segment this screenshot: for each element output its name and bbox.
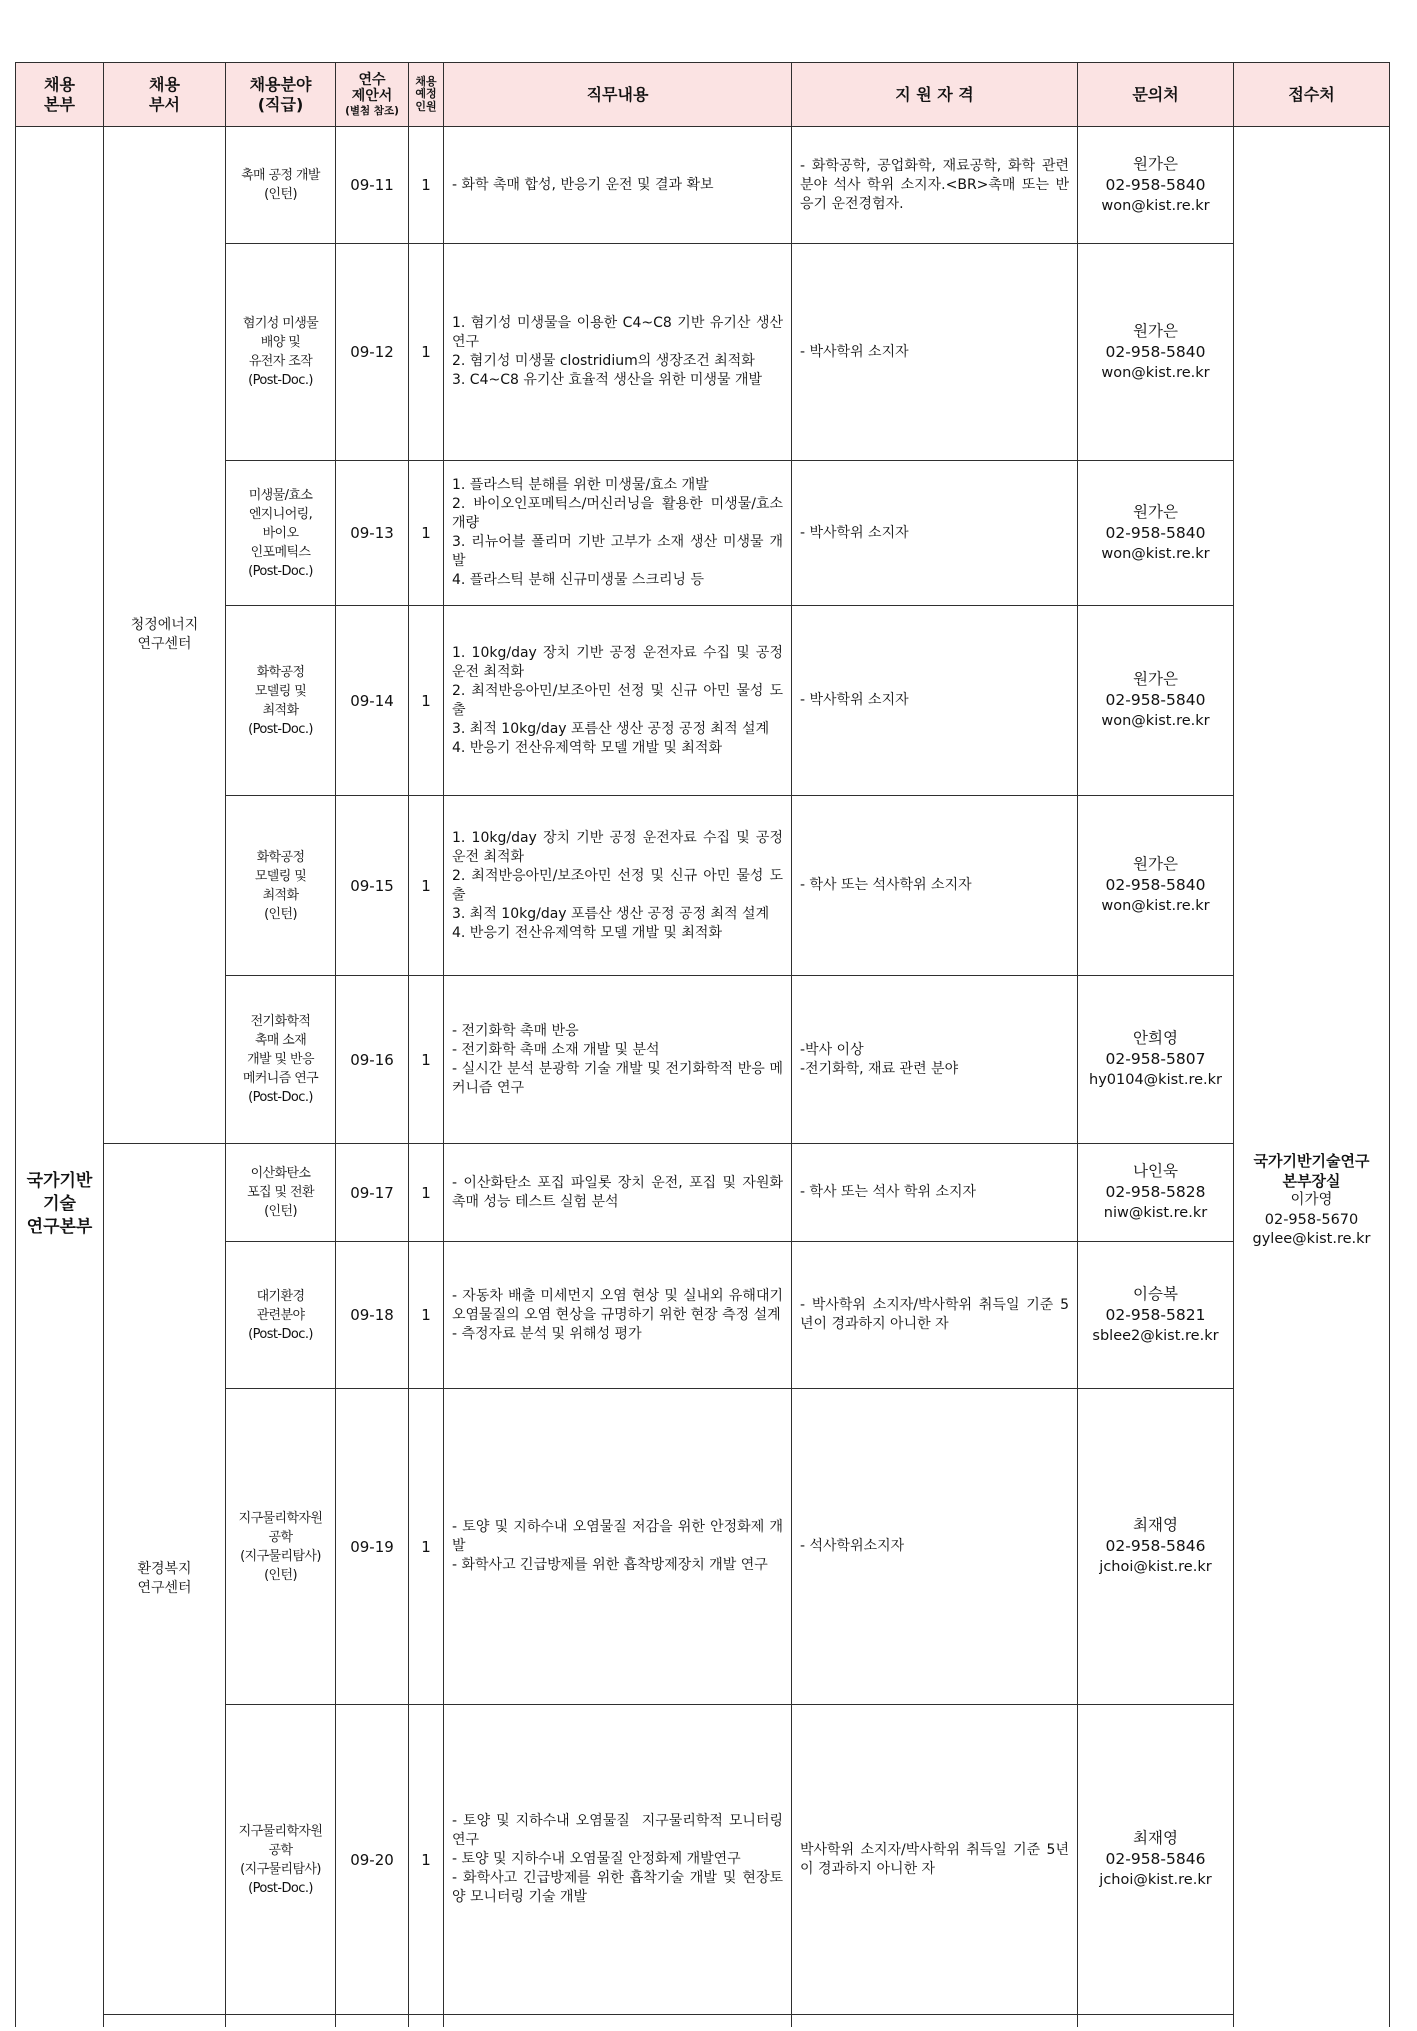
proposal-code-cell: 09-14 xyxy=(336,606,409,796)
dept-cell: 청정에너지 연구센터 xyxy=(104,127,226,1144)
contact-email: won@kist.re.kr xyxy=(1101,898,1210,914)
contact-name: 안희영 xyxy=(1133,1029,1178,1047)
contact-name: 원가은 xyxy=(1133,154,1178,173)
contact-phone: 02-958-5846 xyxy=(1105,1537,1206,1555)
headcount-cell: 1 xyxy=(409,1242,444,1389)
contact-cell xyxy=(1078,127,1234,244)
header-dept: 채용 부서 xyxy=(104,63,226,127)
contact-name: 원가은 xyxy=(1133,502,1178,521)
table-row xyxy=(16,127,1390,244)
header-hq: 채용 본부 xyxy=(16,63,104,127)
contact-name: 나인욱 xyxy=(1133,1162,1178,1180)
reception-phone: 02-958-5670 xyxy=(1264,1211,1359,1228)
contact-email: niw@kist.re.kr xyxy=(1103,1205,1208,1221)
contact-phone: 02-958-5840 xyxy=(1105,876,1206,894)
recruitment-table xyxy=(15,62,1390,2027)
header-field: 채용분야 (직급) xyxy=(226,63,336,127)
contact-email: won@kist.re.kr xyxy=(1101,197,1210,214)
field-cell: 화학공정 모델링 및 최적화 (인턴) xyxy=(226,796,336,976)
contact-name: 최재영 xyxy=(1133,1829,1178,1847)
headcount-cell: 1 xyxy=(409,976,444,1144)
contact-cell xyxy=(1078,1705,1234,2015)
qualification-cell: - 석사학위소지자 xyxy=(792,1389,1078,1705)
contact-phone: 02-958-5821 xyxy=(1105,1305,1206,1324)
next-dept-cell xyxy=(104,2015,226,2027)
qualification-cell: - 박사학위 소지자 xyxy=(792,461,1078,606)
proposal-code-cell: 09-13 xyxy=(336,461,409,606)
field-cell: 미생물/효소 엔지니어링, 바이오 인포메틱스 (Post-Doc.) xyxy=(226,461,336,606)
qualification-cell: - 박사학위 소지자/박사학위 취득일 기준 5년이 경과하지 아니한 자 xyxy=(792,1242,1078,1389)
reception-name: 이가영 xyxy=(1290,1192,1333,1208)
duty-cell: - 전기화학 촉매 반응 - 전기화학 촉매 소재 개발 및 분석 - 실시간 분석 분광학 기술 개발 및 전기화학적 반응 메커니즘 연구 xyxy=(444,976,792,1144)
next-code-cell xyxy=(336,2015,409,2027)
duty-cell: - 화학 촉매 합성, 반응기 운전 및 결과 확보 xyxy=(444,127,792,244)
contact-email: jchoi@kist.re.kr xyxy=(1099,1559,1212,1575)
contact-cell xyxy=(1078,606,1234,796)
contact-email: sblee2@kist.re.kr xyxy=(1092,1327,1219,1344)
contact-cell xyxy=(1078,1389,1234,1705)
header-duty: 직무내용 xyxy=(444,63,792,127)
proposal-code-cell: 09-16 xyxy=(336,976,409,1144)
contact-name: 최재영 xyxy=(1133,1516,1178,1534)
qualification-cell: - 학사 또는 석사학위 소지자 xyxy=(792,796,1078,976)
contact-email: hy0104@kist.re.kr xyxy=(1089,1072,1222,1088)
duty-cell: - 이산화탄소 포집 파일롯 장치 운전, 포집 및 자원화 촉매 성능 테스트 실험 분석 xyxy=(444,1144,792,1242)
contact-cell xyxy=(1078,1242,1234,1389)
qualification-cell: - 화학공학, 공업화학, 재료공학, 화학 관련 분야 석사 학위 소지자.<BR>촉매 또는 반응기 운전경험자. xyxy=(792,127,1078,244)
headcount-cell: 1 xyxy=(409,1389,444,1705)
headcount-cell: 1 xyxy=(409,606,444,796)
dept-cell: 환경복지 연구센터 xyxy=(104,1144,226,2015)
contact-name: 원가은 xyxy=(1133,855,1178,873)
duty-cell: 1. 10kg/day 장치 기반 공정 운전자료 수집 및 공정 운전 최적화 2. 최적반응아민/보조아민 선정 및 신규 아민 물성 도출 3. 최적 10kg/day 포름산 생산 공정 공정 최적 설계 4. 반응기 전산유제역학 모델 개발 및 최적화 xyxy=(444,606,792,796)
header-headcount: 채용 예정 인원 xyxy=(409,63,444,127)
duty-cell: - 토양 및 지하수내 오염물질 지구물리학적 모니터링 연구 - 토양 및 지하수내 오염물질 안정화제 개발연구 - 화학사고 긴급방제를 위한 흡착기술 개발 및 현장토양 모니터링 기술 개발 xyxy=(444,1705,792,2015)
reception-office-line1: 국가기반기술연구 xyxy=(1253,1152,1370,1170)
contact-name: 원가은 xyxy=(1133,670,1178,688)
contact-cell xyxy=(1078,1144,1234,1242)
header-proposal-note: (별첨 참조) xyxy=(345,104,399,117)
headcount-cell: 1 xyxy=(409,796,444,976)
qualification-cell: -박사 이상 -전기화학, 재료 관련 분야 xyxy=(792,976,1078,1144)
contact-cell xyxy=(1078,244,1234,461)
proposal-code-cell: 09-17 xyxy=(336,1144,409,1242)
next-headcount-cell xyxy=(409,2015,444,2027)
headcount-cell: 1 xyxy=(409,127,444,244)
field-cell: 이산화탄소 포집 및 전환 (인턴) xyxy=(226,1144,336,1242)
header-row xyxy=(16,63,1390,127)
contact-phone: 02-958-5840 xyxy=(1105,175,1206,194)
reception-office-line2: 본부장실 xyxy=(1282,1171,1341,1190)
headcount-cell: 1 xyxy=(409,244,444,461)
proposal-code-cell: 09-20 xyxy=(336,1705,409,2015)
header-proposal-label: 연수 제안서 xyxy=(351,72,393,105)
contact-phone: 02-958-5828 xyxy=(1105,1183,1206,1201)
header-contact: 문의처 xyxy=(1078,63,1234,127)
duty-cell: - 자동차 배출 미세먼지 오염 현상 및 실내외 유해대기오염물질의 오염 현상을 규명하기 위한 현장 측정 설계 - 측정자료 분석 및 위해성 평가 xyxy=(444,1242,792,1389)
contact-phone: 02-958-5840 xyxy=(1105,691,1206,709)
next-qualification-cell xyxy=(792,2015,1078,2027)
contact-email: jchoi@kist.re.kr xyxy=(1099,1872,1212,1888)
duty-cell: 1. 플라스틱 분해를 위한 미생물/효소 개발 2. 바이오인포메틱스/머신러닝을 활용한 미생물/효소 개량 3. 리뉴어블 폴리머 기반 고부가 소재 생산 미생물 개발 4. 플라스틱 분해 신규미생물 스크리닝 등 xyxy=(444,461,792,606)
headcount-cell: 1 xyxy=(409,461,444,606)
contact-email: won@kist.re.kr xyxy=(1101,713,1210,729)
contact-phone: 02-958-5840 xyxy=(1105,523,1206,542)
contact-email: won@kist.re.kr xyxy=(1101,545,1210,562)
headcount-cell: 1 xyxy=(409,1144,444,1242)
hq-cell xyxy=(16,127,104,2027)
field-cell: 화학공정 모델링 및 최적화 (Post-Doc.) xyxy=(226,606,336,796)
proposal-code-cell: 09-18 xyxy=(336,1242,409,1389)
duty-cell: 1. 10kg/day 장치 기반 공정 운전자료 수집 및 공정 운전 최적화 2. 최적반응아민/보조아민 선정 및 신규 아민 물성 도출 3. 최적 10kg/day 포름산 생산 공정 공정 최적 설계 4. 반응기 전산유제역학 모델 개발 및 최적화 xyxy=(444,796,792,976)
contact-phone: 02-958-5807 xyxy=(1105,1050,1206,1068)
contact-phone: 02-958-5840 xyxy=(1105,342,1206,361)
header-qualification: 지 원 자 격 xyxy=(792,63,1078,127)
header-reception: 접수처 xyxy=(1234,63,1390,127)
qualification-cell: 박사학위 소지자/박사학위 취득일 기준 5년이 경과하지 아니한 자 xyxy=(792,1705,1078,2015)
proposal-code-cell: 09-19 xyxy=(336,1389,409,1705)
reception-cell xyxy=(1234,127,1390,2027)
qualification-cell: - 박사학위 소지자 xyxy=(792,244,1078,461)
contact-phone: 02-958-5846 xyxy=(1105,1850,1206,1868)
headcount-cell: 1 xyxy=(409,1705,444,2015)
field-cell: 전기화학적 촉매 소재 개발 및 반응 메커니즘 연구 (Post-Doc.) xyxy=(226,976,336,1144)
field-cell: 대기환경 관련분야 (Post-Doc.) xyxy=(226,1242,336,1389)
header-proposal xyxy=(336,63,409,127)
hq-label: 국가기반 기술 연구본부 xyxy=(26,1171,93,1237)
duty-cell: - 토양 및 지하수내 오염물질 저감을 위한 안정화제 개발 - 화학사고 긴급방제를 위한 흡착방제장치 개발 연구 xyxy=(444,1389,792,1705)
qualification-cell: - 학사 또는 석사 학위 소지자 xyxy=(792,1144,1078,1242)
field-cell: 촉매 공정 개발 (인턴) xyxy=(226,127,336,244)
contact-cell xyxy=(1078,461,1234,606)
field-cell: 지구물리학자원 공학 (지구물리탐사) (Post-Doc.) xyxy=(226,1705,336,2015)
next-field-cell xyxy=(226,2015,336,2027)
next-duty-cell xyxy=(444,2015,792,2027)
proposal-code-cell: 09-15 xyxy=(336,796,409,976)
duty-cell: 1. 혐기성 미생물을 이용한 C4~C8 기반 유기산 생산 연구 2. 혐기성 미생물 clostridium의 생장조건 최적화 3. C4~C8 유기산 효율적 생산을 위한 미생물 개발 xyxy=(444,244,792,461)
field-cell: 지구물리학자원 공학 (지구물리탐사) (인턴) xyxy=(226,1389,336,1705)
next-contact-cell xyxy=(1078,2015,1234,2027)
table-row-continued xyxy=(16,2015,1390,2027)
table-row xyxy=(16,1144,1390,1242)
field-cell: 혐기성 미생물 배양 및 유전자 조작 (Post-Doc.) xyxy=(226,244,336,461)
contact-name: 원가은 xyxy=(1133,321,1178,340)
reception-email: gylee@kist.re.kr xyxy=(1252,1231,1371,1247)
proposal-code-cell: 09-11 xyxy=(336,127,409,244)
contact-cell xyxy=(1078,796,1234,976)
contact-email: won@kist.re.kr xyxy=(1101,364,1210,381)
qualification-cell: - 박사학위 소지자 xyxy=(792,606,1078,796)
contact-cell xyxy=(1078,976,1234,1144)
contact-name: 이승복 xyxy=(1133,1284,1178,1303)
proposal-code-cell: 09-12 xyxy=(336,244,409,461)
